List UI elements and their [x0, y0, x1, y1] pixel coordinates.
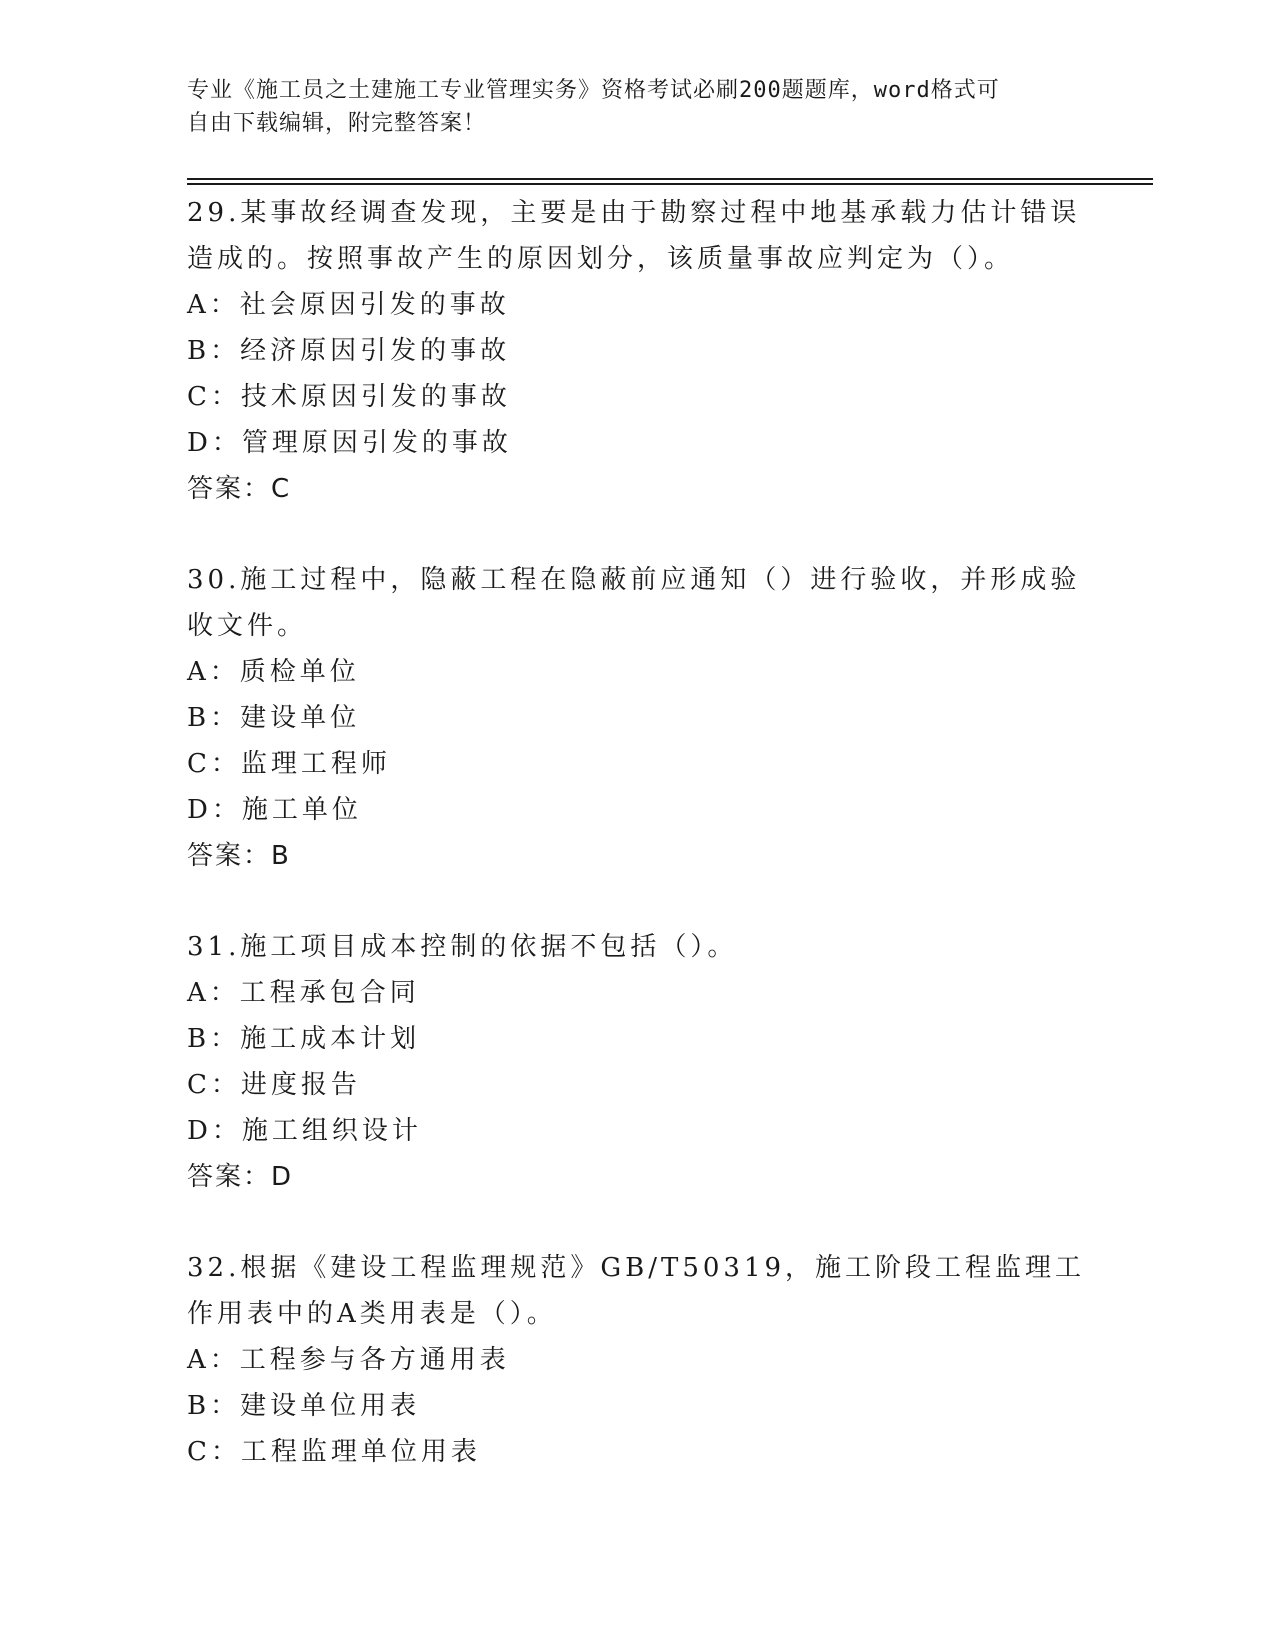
header-line-2: 自由下载编辑，附完整答案！: [187, 111, 487, 136]
option-b: B：经济原因引发的事故: [187, 336, 511, 366]
question-31: [187, 924, 1087, 1200]
option-c: C：技术原因引发的事故: [187, 382, 511, 412]
option-c: C：进度报告: [187, 1070, 361, 1100]
question-stem: 29.某事故经调查发现，主要是由于勘察过程中地基承载力估计错误造成的。按照事故产生的原因划分，该质量事故应判定为（）。: [187, 198, 1081, 274]
answer: 答案：D: [187, 1162, 294, 1192]
answer: 答案：C: [187, 474, 292, 504]
option-d: D：管理原因引发的事故: [187, 428, 512, 458]
header-rule-bottom: [187, 183, 1153, 185]
option-a: A：质检单位: [187, 657, 360, 687]
option-a: A：社会原因引发的事故: [187, 290, 510, 320]
question-32: [187, 1245, 1087, 1475]
option-c: C：监理工程师: [187, 749, 391, 779]
header-line-1: 专业《施工员之土建施工专业管理实务》资格考试必刷200题题库，word格式可: [187, 78, 1000, 103]
question-stem: 31.施工项目成本控制的依据不包括（）。: [187, 932, 738, 962]
option-d: D：施工单位: [187, 795, 362, 825]
document-header: [187, 74, 1087, 140]
header-rule-top: [187, 178, 1153, 180]
question-29: [187, 190, 1087, 512]
question-30: [187, 557, 1087, 879]
answer: 答案：B: [187, 841, 291, 871]
option-a: A：工程参与各方通用表: [187, 1345, 510, 1375]
option-a: A：工程承包合同: [187, 978, 420, 1008]
question-stem: 30.施工过程中，隐蔽工程在隐蔽前应通知（）进行验收，并形成验收文件。: [187, 565, 1081, 641]
option-b: B：建设单位用表: [187, 1391, 421, 1421]
question-list: [187, 190, 1087, 1520]
option-d: D：施工组织设计: [187, 1116, 422, 1146]
question-stem: 32.根据《建设工程监理规范》GB/T50319，施工阶段工程监理工作用表中的A类用表是（）。: [187, 1253, 1086, 1329]
option-c: C：工程监理单位用表: [187, 1437, 481, 1467]
option-b: B：建设单位: [187, 703, 361, 733]
option-b: B：施工成本计划: [187, 1024, 421, 1054]
